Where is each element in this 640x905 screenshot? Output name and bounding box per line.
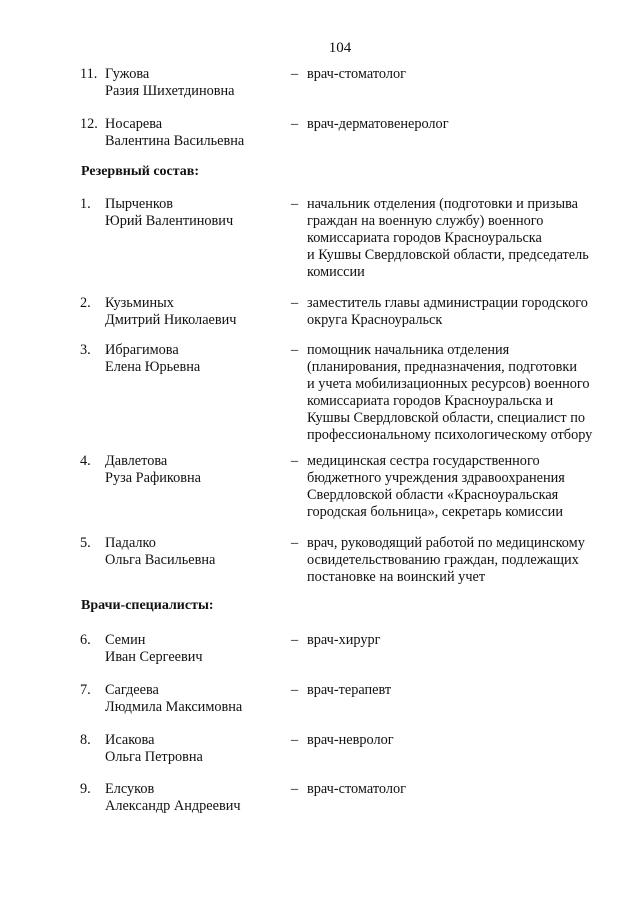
position-description <box>307 682 637 699</box>
dash-separator: – <box>291 116 299 132</box>
dash-separator: – <box>291 295 299 311</box>
position-description <box>307 535 637 586</box>
person-name-line: Кузьминых <box>105 295 174 311</box>
position-description <box>307 781 637 798</box>
person-name <box>105 342 285 376</box>
position-description <box>307 66 637 83</box>
position-description-line: бюджетного учреждения здравоохранения <box>307 470 565 486</box>
specialists-heading: Врачи-специалисты: <box>81 598 214 613</box>
person-name <box>105 66 285 100</box>
person-name-line: Александр Андреевич <box>105 798 241 814</box>
position-description-line: заместитель главы администрации городского <box>307 295 588 311</box>
position-description-line: граждан на военную службу) военного <box>307 213 544 229</box>
person-name-line: Иван Сергеевич <box>105 649 203 665</box>
position-description-line: Кушвы Свердловской области, специалист по <box>307 410 586 426</box>
person-name-line: Ольга Петровна <box>105 749 203 765</box>
item-number: 11. <box>80 66 98 82</box>
position-description-line: (планирования, предназначения, подготовки <box>307 359 577 375</box>
dash-separator: – <box>291 453 299 469</box>
position-description <box>307 116 637 133</box>
person-name-line: Дмитрий Николаевич <box>105 312 237 328</box>
person-name-line: Елсуков <box>105 781 155 797</box>
position-description <box>307 732 637 749</box>
position-description-line: врач-стоматолог <box>307 66 406 82</box>
position-description <box>307 342 637 444</box>
person-name-line: Сагдеева <box>105 682 159 698</box>
person-name <box>105 781 285 815</box>
item-number: 2. <box>80 295 91 311</box>
person-name-line: Падалко <box>105 535 156 551</box>
dash-separator: – <box>291 66 299 82</box>
person-name <box>105 732 285 766</box>
person-name-line: Гужова <box>105 66 150 82</box>
dash-separator: – <box>291 632 299 648</box>
position-description-line: помощник начальника отделения <box>307 342 510 358</box>
person-name <box>105 682 285 716</box>
position-description-line: профессиональному психологическому отбору <box>307 427 593 443</box>
person-name-line: Семин <box>105 632 146 648</box>
position-description-line: врач-терапевт <box>307 682 392 698</box>
person-name-line: Носарева <box>105 116 163 132</box>
dash-separator: – <box>291 682 299 698</box>
dash-separator: – <box>291 732 299 748</box>
position-description-line: комиссариата городов Красноуральска <box>307 230 542 246</box>
position-description <box>307 196 637 281</box>
person-name-line: Руза Рафиковна <box>105 470 201 486</box>
person-name <box>105 116 285 150</box>
position-description <box>307 453 637 521</box>
position-description-line: освидетельствованию граждан, подлежащих <box>307 552 579 568</box>
person-name <box>105 632 285 666</box>
item-number: 3. <box>80 342 91 358</box>
person-name-line: Ибрагимова <box>105 342 179 358</box>
position-description-line: врач-хирург <box>307 632 381 648</box>
position-description-line: медицинская сестра государственного <box>307 453 540 469</box>
dash-separator: – <box>291 196 299 212</box>
page-number: 104 <box>328 40 352 56</box>
position-description-line: и Кушвы Свердловской области, председатель <box>307 247 589 263</box>
position-description-line: постановке на воинский учет <box>307 569 486 585</box>
item-number: 1. <box>80 196 91 212</box>
position-description-line: округа Красноуральск <box>307 312 443 328</box>
position-description <box>307 632 637 649</box>
position-description-line: комиссии <box>307 264 365 280</box>
person-name <box>105 453 285 487</box>
person-name-line: Давлетова <box>105 453 168 469</box>
person-name <box>105 295 285 329</box>
person-name-line: Юрий Валентинович <box>105 213 234 229</box>
person-name <box>105 196 285 230</box>
person-name-line: Елена Юрьевна <box>105 359 201 375</box>
position-description-line: врач-стоматолог <box>307 781 406 797</box>
position-description-line: Свердловской области «Красноуральская <box>307 487 559 503</box>
reserve-heading: Резервный состав: <box>81 164 200 179</box>
person-name-line: Ольга Васильевна <box>105 552 216 568</box>
position-description-line: городская больница», секретарь комиссии <box>307 504 563 520</box>
position-description-line: начальник отделения (подготовки и призыва <box>307 196 578 212</box>
position-description <box>307 295 637 329</box>
dash-separator: – <box>291 781 299 797</box>
item-number: 12. <box>80 116 98 132</box>
person-name-line: Людмила Максимовна <box>105 699 243 715</box>
item-number: 6. <box>80 632 91 648</box>
dash-separator: – <box>291 535 299 551</box>
person-name <box>105 535 285 569</box>
person-name-line: Пырченков <box>105 196 174 212</box>
position-description-line: комиссариата городов Красноуральска и <box>307 393 554 409</box>
position-description-line: и учета мобилизационных ресурсов) военного <box>307 376 590 392</box>
position-description-line: врач-невролог <box>307 732 394 748</box>
dash-separator: – <box>291 342 299 358</box>
item-number: 9. <box>80 781 91 797</box>
person-name-line: Валентина Васильевна <box>105 133 245 149</box>
position-description-line: врач, руководящий работой по медицинскому <box>307 535 585 551</box>
person-name-line: Исакова <box>105 732 155 748</box>
item-number: 7. <box>80 682 91 698</box>
item-number: 8. <box>80 732 91 748</box>
item-number: 5. <box>80 535 91 551</box>
position-description-line: врач-дерматовенеролог <box>307 116 449 132</box>
person-name-line: Разия Шихетдиновна <box>105 83 235 99</box>
item-number: 4. <box>80 453 91 469</box>
